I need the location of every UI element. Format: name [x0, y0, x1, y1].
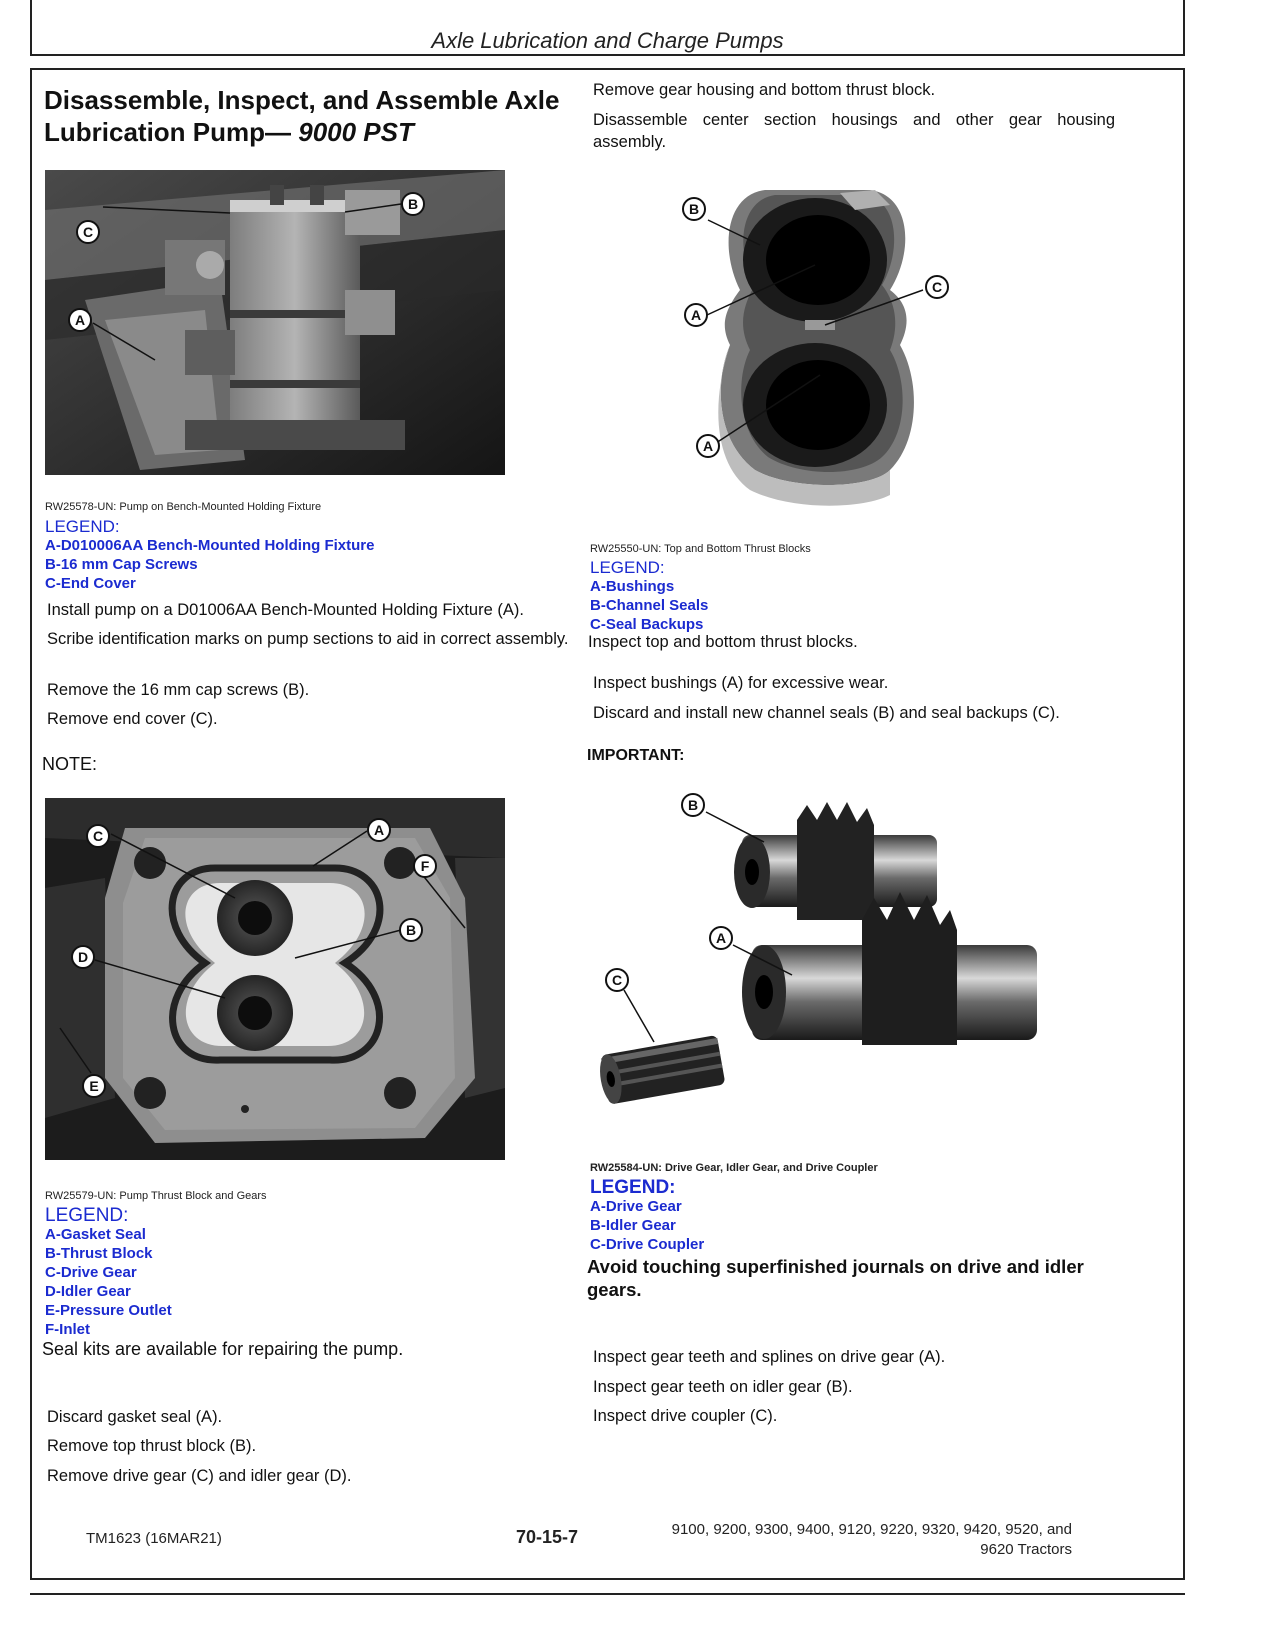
legend-title: LEGEND: — [590, 1177, 676, 1198]
title-model: 9000 PST — [298, 117, 414, 147]
step-text: Remove gear housing and bottom thrust block. — [593, 81, 936, 99]
callout-a: A — [696, 434, 720, 458]
legend-item: B-Idler Gear — [590, 1217, 676, 1234]
legend-item: C-Seal Backups — [590, 616, 704, 633]
callout-a: A — [684, 303, 708, 327]
step-text: Install pump on a D01006AA Bench-Mounted Holding Fixture (A). — [47, 601, 524, 619]
footer-models — [620, 1520, 1072, 1560]
legend-item: A-Gasket Seal — [45, 1226, 146, 1243]
step-text: Inspect drive coupler (C). — [593, 1407, 778, 1425]
callout-b: B — [401, 192, 425, 216]
callout-d: D — [71, 945, 95, 969]
title-main: Disassemble, Inspect, and Assemble Axle Lubrication Pump— — [44, 85, 560, 147]
important-label: IMPORTANT: — [587, 747, 685, 764]
page-title — [44, 84, 614, 148]
step-text: Discard and install new channel seals (B) and seal backups (C). — [593, 704, 1060, 722]
pump-on-fixture-photo — [45, 170, 505, 475]
page-number: 70-15-7 — [516, 1527, 579, 1547]
legend-item: E-Pressure Outlet — [45, 1302, 172, 1319]
legend-item: B-16 mm Cap Screws — [45, 556, 198, 573]
thrust-block-photo — [45, 798, 505, 1160]
legend-item: C-Drive Coupler — [590, 1236, 705, 1253]
step-text: Disassemble center section housings and other gear housing assembly. — [593, 111, 1115, 151]
step-text: Scribe identification marks on pump sections to aid in correct assembly. — [47, 630, 569, 648]
note-label: NOTE: — [42, 754, 98, 774]
legend — [590, 1178, 704, 1254]
legend — [45, 1206, 172, 1339]
footer-models-line2: 9620 Tractors — [980, 1541, 1072, 1558]
note-text: Seal kits are available for repairing the pump. — [42, 1339, 404, 1359]
callout-b: B — [681, 793, 705, 817]
step-text: Remove the 16 mm cap screws (B). — [47, 681, 310, 699]
figure-caption: RW25578-UN: Pump on Bench-Mounted Holding Fixture — [45, 501, 322, 513]
legend-item: B-Thrust Block — [45, 1245, 153, 1262]
callout-e: E — [82, 1074, 106, 1098]
figure-caption: RW25584-UN: Drive Gear, Idler Gear, and Drive Coupler — [590, 1162, 878, 1174]
figure-caption: RW25550-UN: Top and Bottom Thrust Blocks — [590, 543, 811, 555]
header-frame — [30, 0, 1185, 56]
callout-c: C — [925, 275, 949, 299]
step-text: Inspect gear teeth on idler gear (B). — [593, 1378, 853, 1396]
callout-a: A — [68, 308, 92, 332]
section-header: Axle Lubrication and Charge Pumps — [431, 28, 784, 53]
legend-item: C-End Cover — [45, 575, 136, 592]
footer-doc-id: TM1623 (16MAR21) — [86, 1530, 222, 1547]
legend-item: A-D010006AA Bench-Mounted Holding Fixture — [45, 537, 375, 554]
legend-item: A-Drive Gear — [590, 1198, 682, 1215]
callout-c: C — [76, 220, 100, 244]
callout-b: B — [399, 918, 423, 942]
thrust-blocks-photo — [590, 165, 1110, 510]
legend-title: LEGEND: — [45, 517, 120, 536]
callout-c: C — [86, 824, 110, 848]
legend — [590, 558, 708, 634]
callout-f: F — [413, 854, 437, 878]
legend-title: LEGEND: — [45, 1205, 129, 1226]
legend — [45, 517, 374, 593]
step-text: Remove top thrust block (B). — [47, 1437, 257, 1455]
callout-c: C — [605, 968, 629, 992]
legend-item: C-Drive Gear — [45, 1264, 137, 1281]
step-text: Discard gasket seal (A). — [47, 1408, 223, 1426]
callout-a: A — [367, 818, 391, 842]
figure-caption: RW25579-UN: Pump Thrust Block and Gears — [45, 1190, 267, 1202]
callout-b: B — [682, 197, 706, 221]
legend-item: D-Idler Gear — [45, 1283, 131, 1300]
step-text: Inspect bushings (A) for excessive wear. — [593, 674, 889, 692]
important-text: Avoid touching superfinished journals on drive and idler gears. — [587, 1256, 1084, 1300]
step-text: Inspect top and bottom thrust blocks. — [588, 633, 858, 651]
legend-title: LEGEND: — [590, 558, 665, 577]
legend-item: A-Bushings — [590, 578, 675, 595]
callout-a: A — [709, 926, 733, 950]
footer-rule — [30, 1593, 1185, 1595]
gears-coupler-photo — [592, 780, 1112, 1125]
footer-models-line1: 9100, 9200, 9300, 9400, 9120, 9220, 9320, 9420, 9520, and — [671, 1521, 1072, 1538]
legend-item: B-Channel Seals — [590, 597, 709, 614]
step-text: Remove end cover (C). — [47, 710, 218, 728]
step-text: Inspect gear teeth and splines on drive gear (A). — [593, 1348, 946, 1366]
step-text: Remove drive gear (C) and idler gear (D). — [47, 1467, 352, 1485]
legend-item: F-Inlet — [45, 1321, 90, 1338]
